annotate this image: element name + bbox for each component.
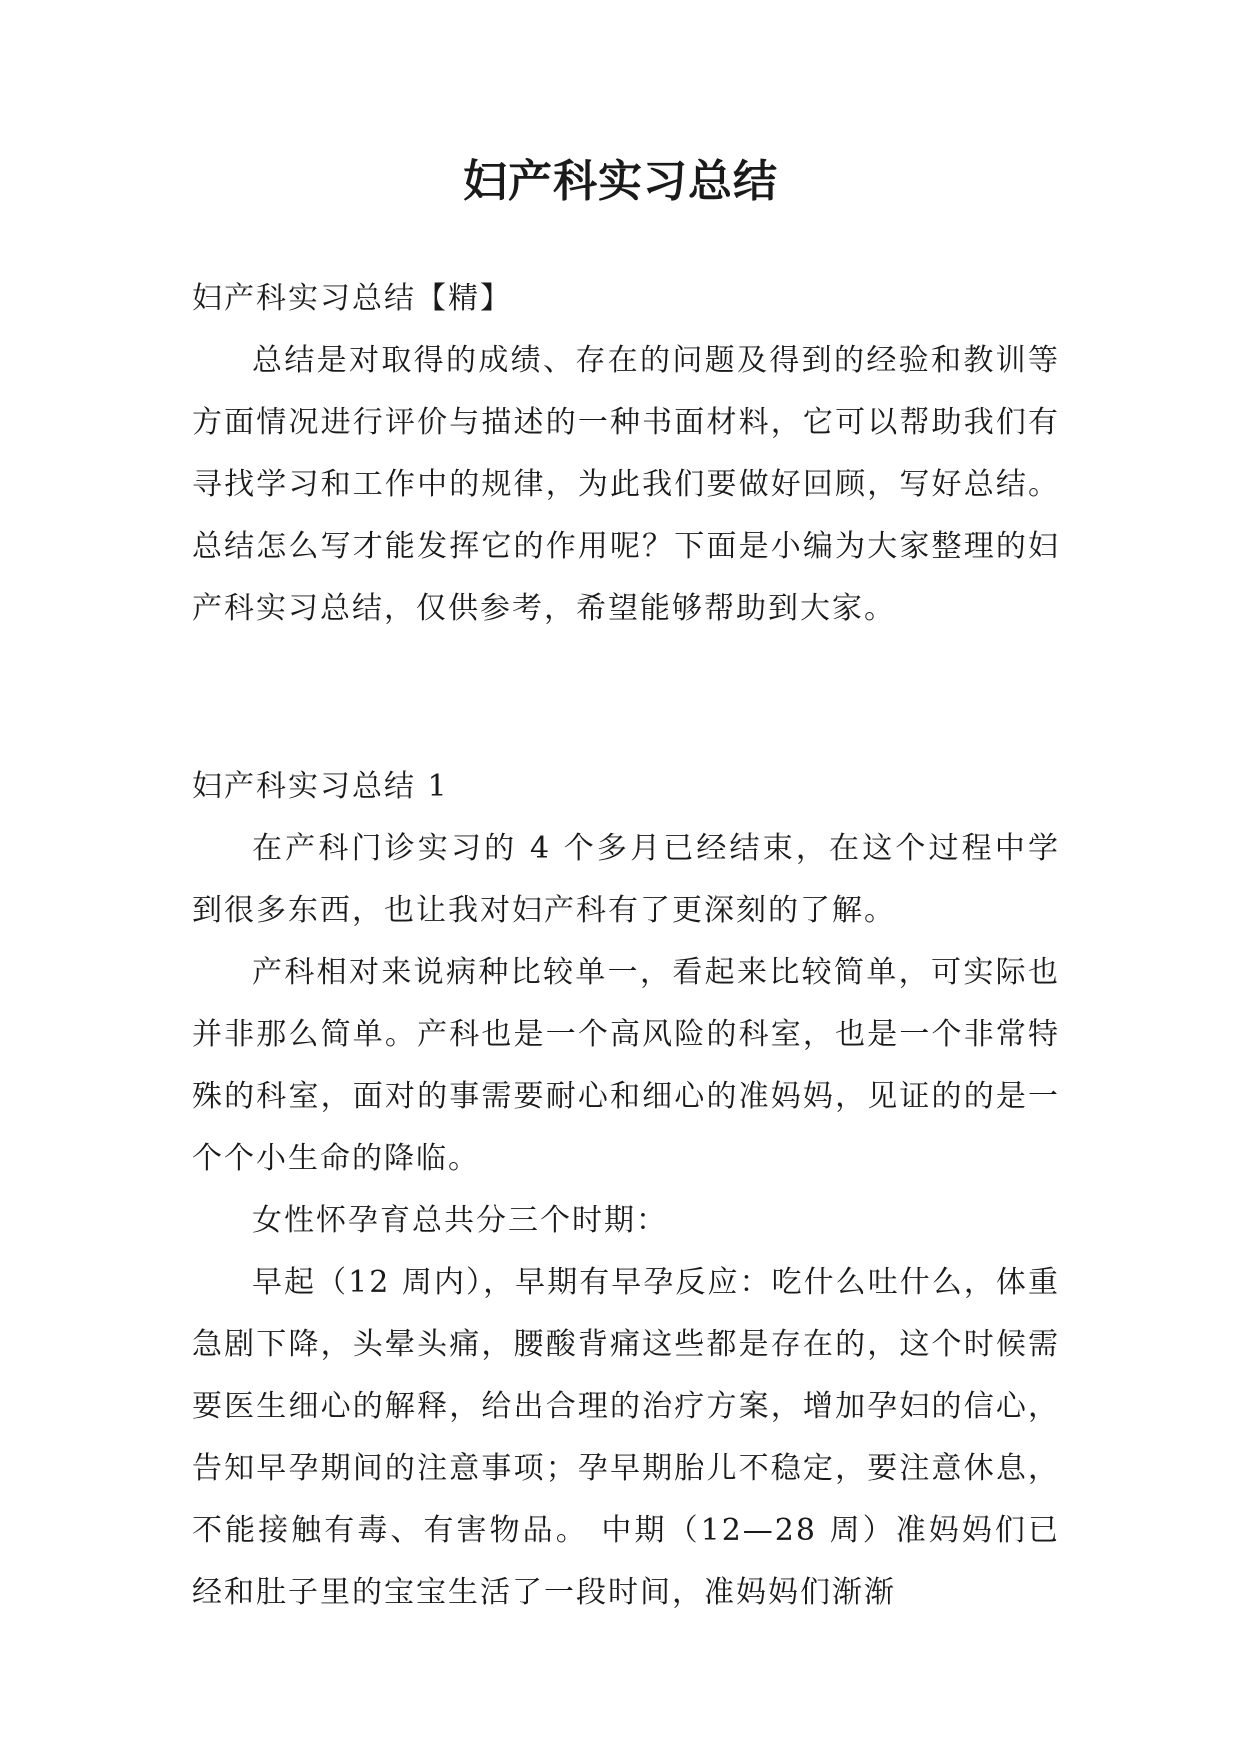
section-1-paragraph-1: 在产科门诊实习的 4 个多月已经结束，在这个过程中学到很多东西，也让我对妇产科有了更深刻的了解。 — [192, 831, 1060, 928]
section-1-paragraph-4: 早起（12 周内），早期有早孕反应：吃什么吐什么，体重急剧下降，头晕头痛，腰酸背痛这些都是存在的，这个时候需要医生细心的解释，给出合理的治疗方案，增加孕妇的信心，告知早孕期间的注意事项；孕早期胎儿不稳定，要注意休息，不能接触有毒、有害物品。 中期（12—28 周）准妈妈们已经和肚子里的宝宝生活了一段时间，准妈妈们渐渐 — [192, 1265, 1060, 1610]
document-title: 妇产科实习总结 — [463, 156, 778, 207]
section-1-heading: 妇产科实习总结 1 — [192, 769, 449, 804]
intro-heading: 妇产科实习总结【精】 — [192, 281, 512, 316]
section-1 — [192, 756, 1060, 1624]
intro-paragraph: 总结是对取得的成绩、存在的问题及得到的经验和教训等方面情况进行评价与描述的一种书面材料，它可以帮助我们有寻找学习和工作中的规律，为此我们要做好回顾，写好总结。总结怎么写才能发挥它的作用呢？下面是小编为大家整理的妇产科实习总结，仅供参考，希望能够帮助到大家。 — [192, 343, 1060, 626]
section-1-paragraph-2: 产科相对来说病种比较单一，看起来比较简单，可实际也并非那么简单。产科也是一个高风险的科室，也是一个非常特殊的科室，面对的事需要耐心和细心的准妈妈，见证的的是一个个小生命的降临。 — [192, 955, 1060, 1176]
intro-section — [192, 268, 1060, 640]
section-1-paragraph-3: 女性怀孕育总共分三个时期： — [252, 1203, 668, 1238]
